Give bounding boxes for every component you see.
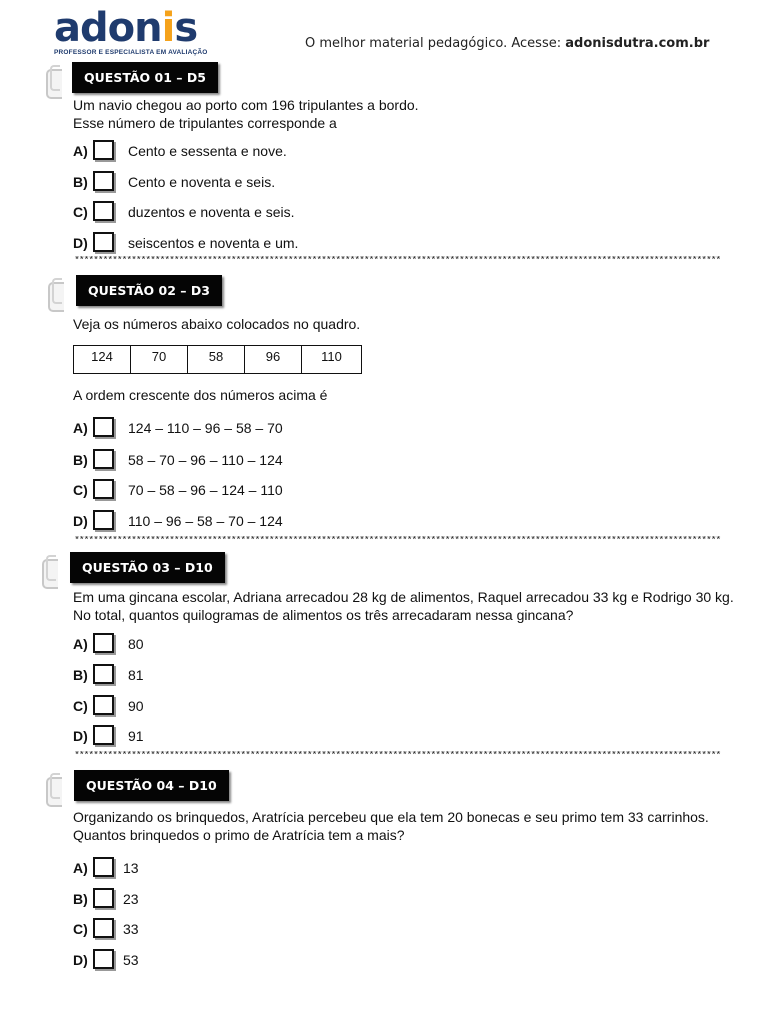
header-site-text: O melhor material pedagógico. Acesse: adonisdutra.com.br: [305, 36, 710, 51]
answer-checkbox[interactable]: [93, 857, 114, 877]
question-text: Um navio chegou ao porto com 196 tripulantes a bordo.: [73, 97, 419, 113]
logo-wordmark: adonis: [54, 5, 198, 51]
question-text: Esse número de tripulantes corresponde a: [73, 115, 337, 131]
site-url[interactable]: adonisdutra.com.br: [565, 36, 710, 51]
table-cell: 96: [245, 346, 302, 374]
question-text: A ordem crescente dos números acima é: [73, 387, 328, 403]
separator: ****************************************************************************************************************************************: [74, 536, 721, 547]
answer-checkbox[interactable]: [93, 510, 114, 530]
table-cell: 70: [131, 346, 188, 374]
answer-checkbox[interactable]: [93, 479, 114, 499]
table-cell: 124: [74, 346, 131, 374]
answer-checkbox[interactable]: [93, 140, 114, 160]
answer-checkbox[interactable]: [93, 949, 114, 969]
separator: ****************************************************************************************************************************************: [74, 256, 720, 267]
logo-tagline: PROFESSOR E ESPECIALISTA EM AVALIAÇÃO: [54, 49, 208, 56]
answer-checkbox[interactable]: [93, 888, 114, 908]
question-text: Organizando os brinquedos, Aratrícia percebeu que ela tem 20 bonecas e seu primo tem 33 carrinhos.: [73, 809, 709, 825]
table-cell: 110: [302, 346, 362, 374]
question-text: Quantos brinquedos o primo de Aratrícia tem a mais?: [73, 827, 405, 843]
answer-checkbox[interactable]: [93, 664, 114, 684]
answer-checkbox[interactable]: [93, 725, 114, 745]
question-text: Em uma gincana escolar, Adriana arrecadou 28 kg de alimentos, Raquel arrecadou 33 kg e Rodrigo 30 kg.: [73, 589, 734, 605]
answer-checkbox[interactable]: [93, 232, 114, 252]
answer-checkbox[interactable]: [93, 449, 114, 469]
question-text: Veja os números abaixo colocados no quadro.: [73, 316, 361, 332]
table-cell: 58: [188, 346, 245, 374]
answer-checkbox[interactable]: [93, 171, 114, 191]
question-text: No total, quantos quilogramas de alimentos os três arrecadaram nessa gincana?: [73, 607, 574, 623]
answer-checkbox[interactable]: [93, 918, 114, 938]
answer-checkbox[interactable]: [93, 417, 114, 437]
numbers-table: [73, 345, 362, 374]
adonis-logo: [54, 5, 208, 56]
answer-checkbox[interactable]: [93, 201, 114, 221]
separator: ****************************************************************************************************************************************: [74, 751, 721, 762]
answer-checkbox[interactable]: [93, 633, 114, 653]
answer-checkbox[interactable]: [93, 695, 114, 715]
